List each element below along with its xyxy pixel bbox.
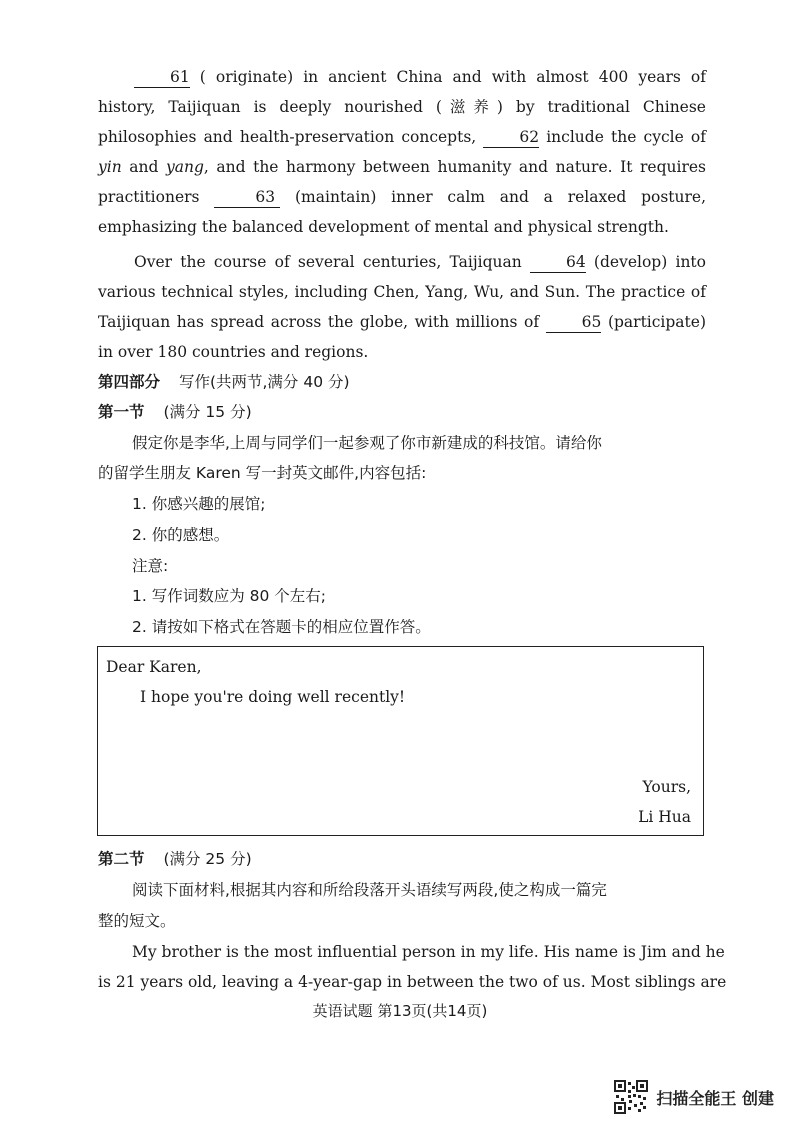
passage-paragraph-2 <box>98 247 706 367</box>
blank-62: 62 <box>483 127 539 148</box>
section2-prompt-line2: 整的短文。 <box>98 912 176 930</box>
passage-text: (participate) in over 180 countries and regions. <box>98 313 706 361</box>
section1-prompt-line2: 的留学生朋友 Karen 写一封英文邮件,内容包括: <box>98 464 427 482</box>
letter-salutation: Dear Karen, <box>106 658 202 676</box>
passage-paragraph-1 <box>98 62 706 242</box>
part4-heading <box>98 367 350 397</box>
section1-item-1: 1. 你感兴趣的展馆; <box>132 495 266 513</box>
passage-text: Over the course of several centuries, Taijiquan <box>134 253 530 271</box>
letter-opening: I hope you're doing well recently! <box>140 688 406 706</box>
section1-note-1: 1. 写作词数应为 80 个左右; <box>132 587 327 605</box>
passage-text: and <box>121 158 166 176</box>
section1-note-label: 注意: <box>132 557 169 575</box>
section2-story-line1: My brother is the most influential person in my life. His name is Jim and he <box>132 943 725 961</box>
passage-text: (develop) into various technical styles, including Chen, Yang, Wu, and Sun. The practice of Taijiquan has spread across the globe, with millions of <box>98 253 706 331</box>
passage-text: (maintain) inner calm and a relaxed posture, emphasizing the balanced development of mental and physical strength. <box>98 188 707 236</box>
passage-text: ( originate) in ancient China and with almost 400 years of history, Taijiquan is deeply nourished (滋养) by traditional Chinese philosophies and health-preservation concepts, <box>98 68 706 146</box>
section1-note-2: 2. 请按如下格式在答题卡的相应位置作答。 <box>132 618 431 636</box>
italic-word-yin: yin <box>98 158 122 176</box>
blank-63: 63 <box>214 187 280 208</box>
passage-text: , and the harmony between humanity and nature. It requires practitioners <box>98 158 707 206</box>
page-footer: 英语试题 第13页(共14页) <box>312 1002 488 1020</box>
blank-65: 65 <box>546 312 602 333</box>
passage-text: include the cycle of <box>539 128 706 146</box>
letter-signature: Li Hua <box>638 808 691 826</box>
part4-title: 写作(共两节,满分 40 分) <box>178 373 350 391</box>
part4-label: 第四部分 <box>98 373 161 391</box>
letter-closing: Yours, <box>642 778 691 796</box>
section1-heading <box>98 397 252 427</box>
blank-64: 64 <box>530 252 586 273</box>
letter-template-box <box>97 646 704 836</box>
section1-score: (满分 15 分) <box>163 403 252 421</box>
watermark-text: 扫描全能王 创建 <box>656 1088 774 1108</box>
section2-label: 第二节 <box>98 850 145 868</box>
section2-heading <box>98 844 252 874</box>
qr-code-icon <box>614 1080 648 1114</box>
section1-prompt-line1: 假定你是李华,上周与同学们一起参观了你市新建成的科技馆。请给你 <box>132 434 602 452</box>
blank-61: 61 <box>134 67 190 88</box>
section1-item-2: 2. 你的感想。 <box>132 526 230 544</box>
section2-story-line2: is 21 years old, leaving a 4-year-gap in between the two of us. Most siblings are <box>98 973 727 991</box>
section2-score: (满分 25 分) <box>163 850 252 868</box>
scanner-watermark <box>614 1080 774 1114</box>
section1-label: 第一节 <box>98 403 145 421</box>
italic-word-yang: yang <box>165 158 204 176</box>
section2-prompt-line1: 阅读下面材料,根据其内容和所给段落开头语续写两段,使之构成一篇完 <box>132 881 607 899</box>
